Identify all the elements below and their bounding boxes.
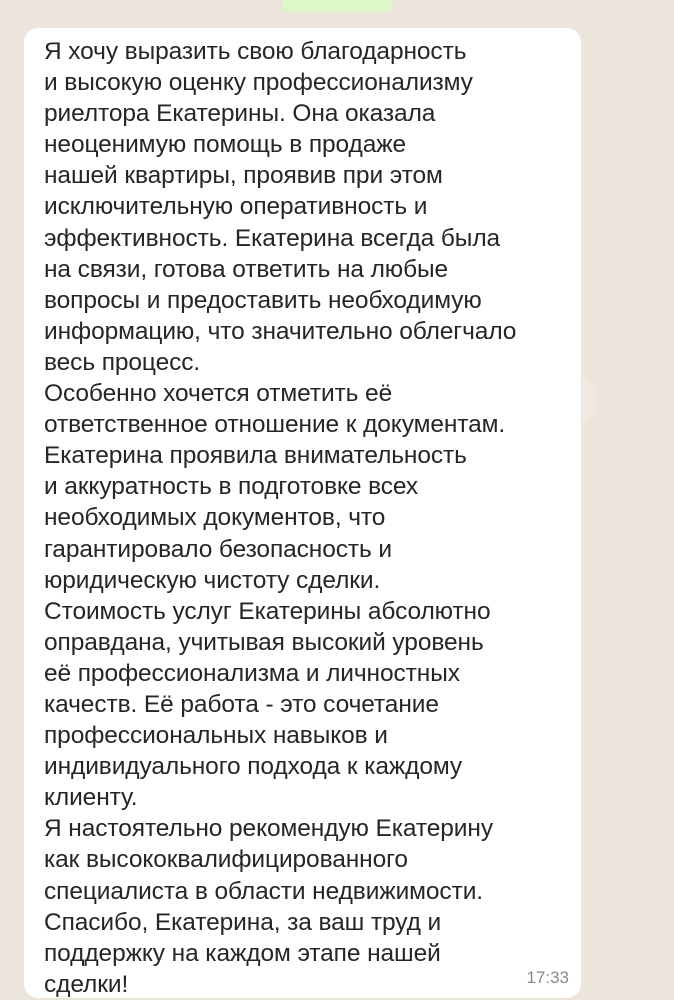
previous-outgoing-message-bubble[interactable]: [282, 0, 392, 12]
message-text: Я хочу выразить свою благодарность и высокую оценку профессионализму риелтора Екатерины. Она оказала неоценимую помощь в продаже нашей квартиры, проявив при этом исключительную оперативность и эффективность. Екатерина всегда была на связи, готова ответить на любые вопросы и предоставить необходимую информацию, что значительно облегчало весь процесс. Особенно хочется отметить её ответственное отношение к документам. Екатерина проявила внимательность и аккуратность в подготовке всех необходимых документов, что гарантировало безопасность и юридическую чистоту сделки. Стоимость услуг Екатерины абсолютно оправдана, учитывая высокий уровень её профессионализма и личностных качеств. Её работа - это сочетание профессиональных навыков и индивидуального подхода к каждому клиенту. Я настоятельно рекомендую Екатерину как высококвалифицированного специалиста в области недвижимости. Спасибо, Екатерина, за ваш труд и поддержку на каждом этапе нашей сделки!: [44, 38, 517, 998]
message-timestamp: 17:33: [526, 968, 569, 987]
incoming-message-bubble[interactable]: [24, 28, 581, 998]
